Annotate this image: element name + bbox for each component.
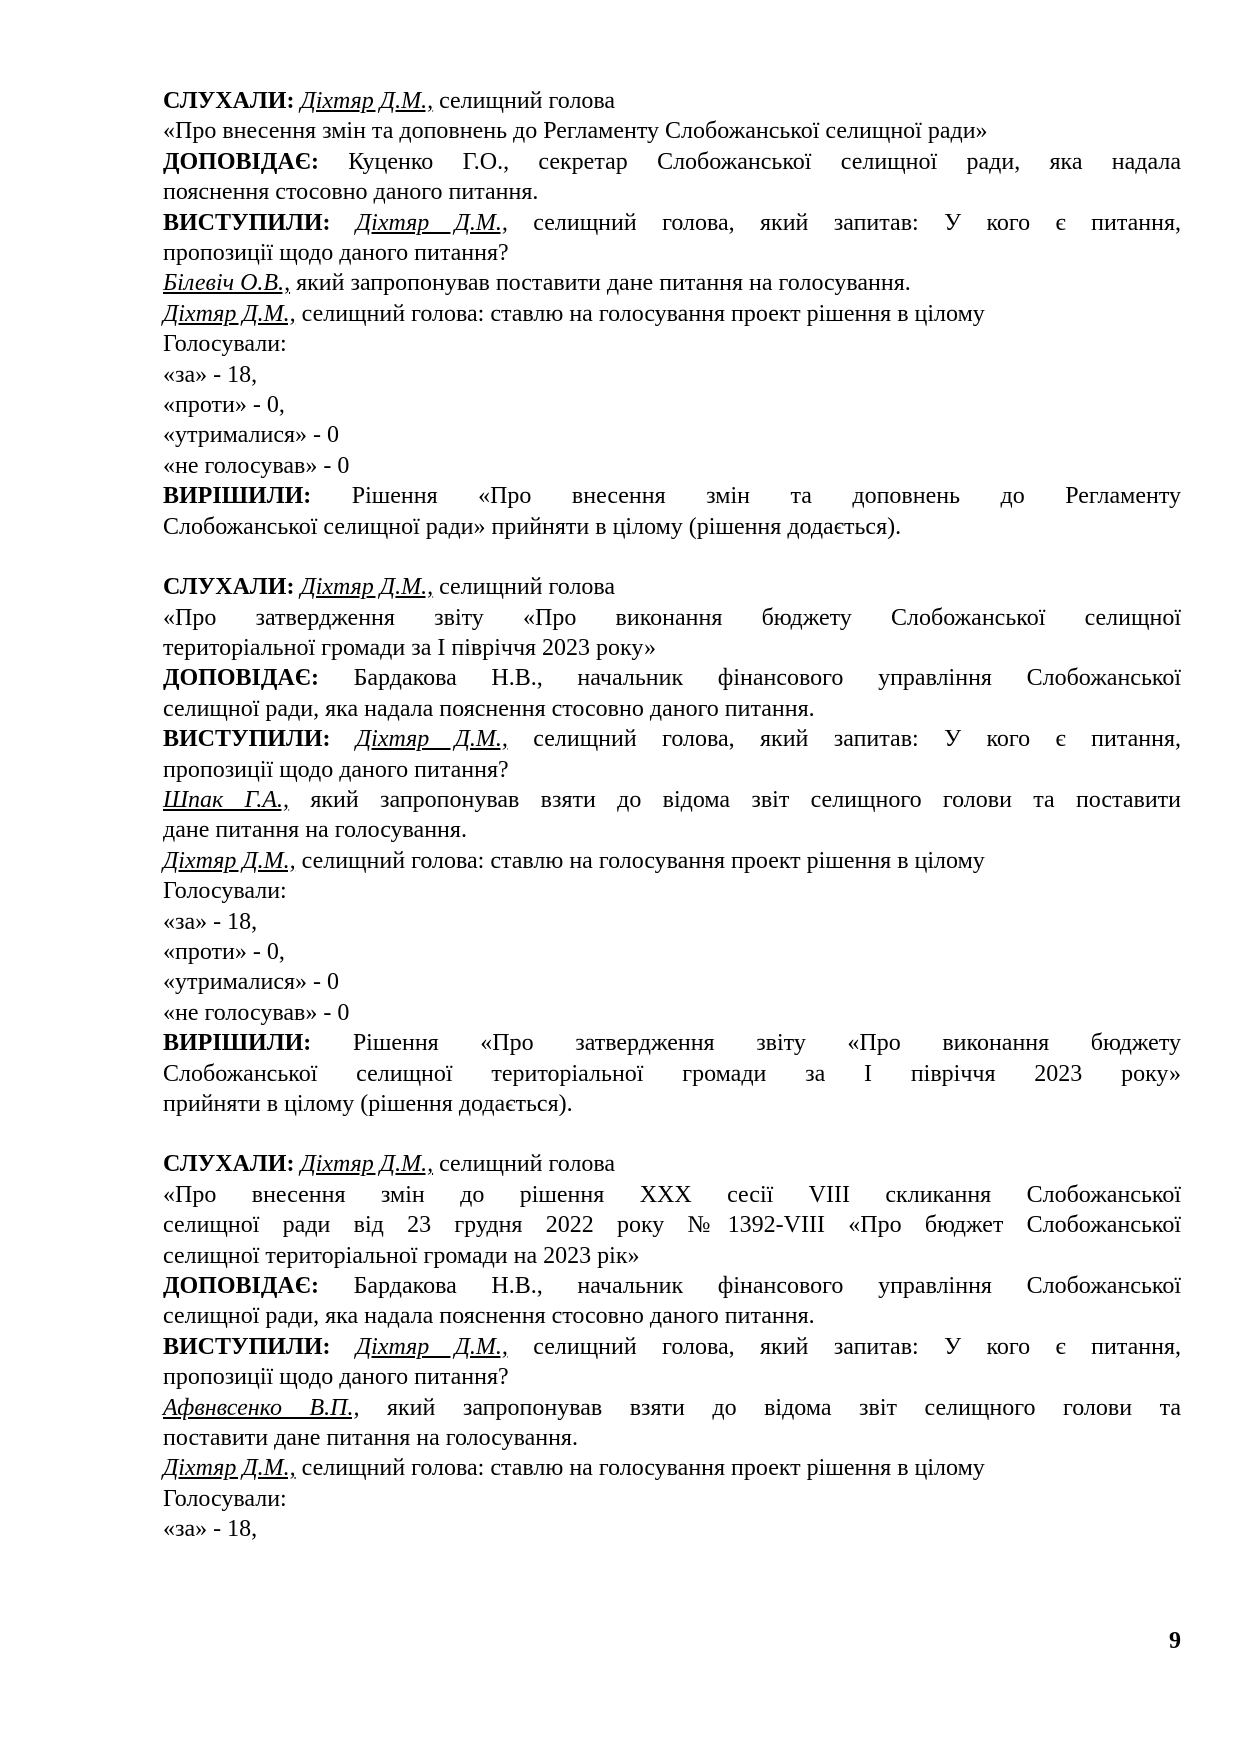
report-label: ДОПОВІДАЄ: (163, 665, 319, 692)
chair-text: селищний голова: ставлю на голосування проект рішення в цілому (295, 300, 985, 327)
vote-line: «не голосував» - 0 (163, 999, 350, 1026)
spoke-line: пропозиції щодо даного питання? (163, 240, 509, 267)
spoke-label: ВИСТУПИЛИ: (163, 209, 331, 236)
decided-text: Рішення «Про внесення змін та доповнень до Регламенту (311, 483, 1181, 510)
decided-line: Слобожанської селищної територіальної громади за І півріччя 2023 року» (163, 1060, 1181, 1087)
document-page (163, 86, 1181, 1545)
speaker-name: Діхтяр Д.М., (300, 88, 434, 114)
decided-label: ВИРІШИЛИ: (163, 483, 312, 510)
agenda-section (163, 572, 1181, 1119)
spoke-line (163, 1332, 1181, 1362)
spoke-line (163, 208, 1181, 238)
report-label: ДОПОВІДАЄ: (163, 148, 319, 175)
heard-label: СЛУХАЛИ: (163, 574, 295, 601)
proposer-name: Афвнвсенко В.П., (163, 1394, 360, 1421)
chair-name: Діхтяр Д.М., (163, 1455, 296, 1482)
report-text: Бардакова Н.В., начальник фінансового управління Слобожанської (318, 1273, 1181, 1300)
report-text: Бардакова Н.В., начальник фінансового управління Слобожанської (318, 665, 1181, 692)
voted-label: Голосували: (163, 331, 287, 358)
spoke-text: селищний голова, який запитав: У кого є питання, (507, 1333, 1182, 1360)
report-text: Куценко Г.О., секретар Слобожанської селищної ради, яка надала (318, 148, 1181, 175)
speaker-name: Діхтяр Д.М., (300, 1151, 434, 1178)
chair-line (163, 1453, 1181, 1483)
spoke-label: ВИСТУПИЛИ: (163, 1333, 331, 1360)
section-spacer (163, 1119, 1181, 1149)
proposer-text: який запропонував взяти до відома звіт селищного голови та поставити (289, 786, 1181, 813)
speaker-role: селищний голова (433, 88, 616, 114)
topic-line: «Про затвердження звіту «Про виконання бюджету Слобожанської селищної (163, 604, 1181, 631)
vote-line: «за» - 18, (163, 361, 258, 388)
proposer-text: який запропонував поставити дане питання на голосування. (290, 270, 911, 297)
chair-line (163, 299, 1181, 329)
agenda-section (163, 86, 1181, 542)
heard-line (163, 572, 1181, 602)
report-line: пояснення стосовно даного питання. (163, 179, 539, 206)
spoke-line: пропозиції щодо даного питання? (163, 1364, 509, 1391)
chair-text: селищний голова: ставлю на голосування проект рішення в цілому (295, 847, 985, 874)
vote-line: «проти» - 0, (163, 938, 285, 965)
proposer-name: Білевіч О.В., (163, 270, 291, 297)
chair-name: Діхтяр Д.М., (163, 300, 296, 327)
report-line (163, 1271, 1181, 1301)
heard-line (163, 1149, 1181, 1179)
proposer-line (163, 785, 1181, 815)
decided-line: прийняти в цілому (рішення додається). (163, 1091, 573, 1117)
vote-line: «не голосував» - 0 (163, 452, 350, 479)
topic-line: «Про внесення змін та доповнень до Регламенту Слобожанської селищної ради» (163, 118, 988, 145)
proposer-name: Шпак Г.А., (163, 786, 290, 813)
speaker-name: Діхтяр Д.М., (355, 209, 508, 236)
voted-label: Голосували: (163, 878, 287, 905)
spoke-line (163, 724, 1181, 754)
vote-line: «за» - 18, (163, 908, 258, 935)
heard-line (163, 86, 1181, 116)
vote-line: «утрималися» - 0 (163, 422, 340, 449)
section-spacer (163, 542, 1181, 572)
proposer-text: який запропонував взяти до відома звіт селищного голови та (359, 1394, 1181, 1421)
topic-line: селищної ради від 23 грудня 2022 року №1392-VIII «Про бюджет Слобожанської (163, 1212, 1181, 1239)
voted-label: Голосували: (163, 1485, 287, 1512)
vote-line: «проти» - 0, (163, 392, 285, 419)
spoke-line: пропозиції щодо даного питання? (163, 756, 509, 783)
vote-line: «утрималися» - 0 (163, 969, 340, 996)
chair-text: селищний голова: ставлю на голосування проект рішення в цілому (295, 1455, 985, 1482)
speaker-role: селищний голова (433, 574, 616, 601)
decided-line (163, 1028, 1181, 1058)
report-line: селищної ради, яка надала пояснення стосовно даного питання. (163, 1303, 815, 1330)
proposer-line: дане питання на голосування. (163, 817, 467, 844)
spoke-text: селищний голова, який запитав: У кого є питання, (507, 209, 1182, 236)
speaker-name: Діхтяр Д.М., (355, 726, 508, 753)
proposer-line: поставити дане питання на голосування. (163, 1425, 578, 1452)
proposer-line (163, 268, 1181, 298)
vote-line: «за» - 18, (163, 1516, 258, 1543)
page-number: 9 (1169, 1628, 1181, 1654)
decided-line: Слобожанської селищної ради» прийняти в цілому (рішення додається). (163, 513, 902, 540)
topic-line: територіальної громади за І півріччя 2023 року» (163, 634, 656, 661)
report-line (163, 663, 1181, 693)
speaker-name: Діхтяр Д.М., (355, 1333, 508, 1360)
heard-label: СЛУХАЛИ: (163, 88, 295, 114)
agenda-section (163, 1149, 1181, 1544)
topic-line: селищної територіальної громади на 2023 рік» (163, 1242, 640, 1269)
proposer-line (163, 1393, 1181, 1423)
spoke-text: селищний голова, який запитав: У кого є питання, (507, 726, 1182, 753)
spoke-label: ВИСТУПИЛИ: (163, 726, 331, 753)
topic-line: «Про внесення змін до рішення ХХХ сесії VIII скликання Слобожанської (163, 1181, 1181, 1208)
speaker-name: Діхтяр Д.М., (300, 574, 434, 601)
report-line (163, 147, 1181, 177)
report-label: ДОПОВІДАЄ: (163, 1273, 319, 1300)
decided-text: Рішення «Про затвердження звіту «Про виконання бюджету (311, 1030, 1181, 1057)
speaker-role: селищний голова (433, 1151, 616, 1178)
decided-line (163, 481, 1181, 511)
heard-label: СЛУХАЛИ: (163, 1151, 295, 1178)
chair-name: Діхтяр Д.М., (163, 847, 296, 874)
decided-label: ВИРІШИЛИ: (163, 1030, 312, 1057)
chair-line (163, 846, 1181, 876)
report-line: селищної ради, яка надала пояснення стосовно даного питання. (163, 695, 815, 722)
